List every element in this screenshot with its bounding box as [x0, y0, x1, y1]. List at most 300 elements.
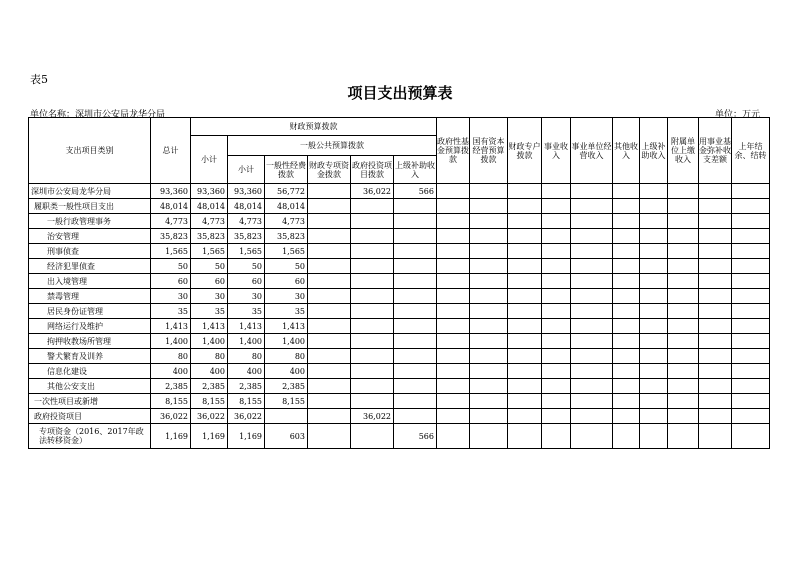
table-row: [29, 334, 770, 349]
cell-empty: [640, 334, 668, 349]
cell-empty: [699, 244, 732, 259]
cell-empty: [470, 304, 508, 319]
cell-empty: [699, 424, 732, 449]
table-row: [29, 304, 770, 319]
cell-empty: [437, 319, 470, 334]
cell-empty: [437, 259, 470, 274]
page-title: 项目支出预算表: [347, 84, 453, 102]
row-category: 居民身份证管理: [29, 304, 151, 319]
table-row: [29, 424, 770, 449]
cell-empty: [571, 424, 613, 449]
row-category: 拘押收教场所管理: [29, 334, 151, 349]
cell-empty: [508, 199, 542, 214]
cell-empty: [470, 259, 508, 274]
cell-general-funds: 30: [265, 289, 308, 304]
row-category: 网络运行及维护: [29, 319, 151, 334]
cell-empty: [571, 394, 613, 409]
cell-special-funds: [308, 379, 351, 394]
row-category: 治安管理: [29, 229, 151, 244]
cell-total: 1,413: [151, 319, 191, 334]
cell-gen-subtotal: 80: [228, 349, 265, 364]
cell-empty: [571, 274, 613, 289]
cell-empty: [732, 319, 770, 334]
cell-empty: [732, 229, 770, 244]
cell-empty: [542, 289, 571, 304]
cell-total: 50: [151, 259, 191, 274]
cell-upper-subsidy: [394, 199, 437, 214]
cell-upper-subsidy: [394, 364, 437, 379]
cell-empty: [613, 244, 640, 259]
cell-total: 30: [151, 289, 191, 304]
cell-empty: [571, 244, 613, 259]
cell-gen-subtotal: 1,565: [228, 244, 265, 259]
cell-empty: [732, 304, 770, 319]
table-row: [29, 394, 770, 409]
cell-gov-invest: [351, 319, 394, 334]
cell-empty: [699, 304, 732, 319]
cell-upper-subsidy: [394, 274, 437, 289]
header-carryover: 上年结余、结转: [732, 118, 770, 184]
cell-subtotal: 8,155: [191, 394, 228, 409]
cell-upper-subsidy: [394, 304, 437, 319]
row-category: 刑事侦查: [29, 244, 151, 259]
cell-general-funds: 48,014: [265, 199, 308, 214]
cell-upper-subsidy: [394, 394, 437, 409]
cell-general-funds: 400: [265, 364, 308, 379]
header-gen-subtotal: 小计: [228, 156, 265, 184]
cell-empty: [508, 394, 542, 409]
cell-empty: [640, 349, 668, 364]
cell-empty: [613, 424, 640, 449]
cell-total: 1,565: [151, 244, 191, 259]
cell-empty: [668, 334, 699, 349]
cell-empty: [699, 334, 732, 349]
cell-empty: [542, 394, 571, 409]
cell-gov-invest: [351, 244, 394, 259]
cell-empty: [613, 349, 640, 364]
cell-empty: [542, 229, 571, 244]
table-number-label: 表5: [30, 73, 48, 86]
cell-special-funds: [308, 259, 351, 274]
cell-subtotal: 2,385: [191, 379, 228, 394]
cell-total: 4,773: [151, 214, 191, 229]
cell-empty: [542, 304, 571, 319]
cell-subtotal: 1,169: [191, 424, 228, 449]
cell-empty: [542, 409, 571, 424]
cell-gov-invest: [351, 229, 394, 244]
cell-empty: [732, 364, 770, 379]
header-upper-subsidy: 上级补助收入: [394, 156, 437, 184]
cell-empty: [699, 394, 732, 409]
cell-empty: [437, 409, 470, 424]
cell-empty: [668, 364, 699, 379]
cell-gen-subtotal: 1,169: [228, 424, 265, 449]
cell-empty: [732, 214, 770, 229]
cell-subtotal: 35: [191, 304, 228, 319]
cell-gov-invest: 36,022: [351, 184, 394, 199]
cell-empty: [437, 184, 470, 199]
cell-gen-subtotal: 35: [228, 304, 265, 319]
cell-empty: [542, 244, 571, 259]
cell-total: 80: [151, 349, 191, 364]
cell-general-funds: 603: [265, 424, 308, 449]
cell-gen-subtotal: 48,014: [228, 199, 265, 214]
cell-empty: [508, 424, 542, 449]
cell-upper-subsidy: [394, 334, 437, 349]
cell-empty: [542, 214, 571, 229]
table-row: [29, 259, 770, 274]
cell-empty: [640, 364, 668, 379]
cell-general-funds: 35: [265, 304, 308, 319]
cell-empty: [437, 274, 470, 289]
cell-upper-subsidy: [394, 349, 437, 364]
unit-measure: 单位：万元: [714, 110, 760, 120]
cell-empty: [470, 199, 508, 214]
unit-name: 单位名称：深圳市公安局龙华分局: [30, 110, 166, 120]
cell-subtotal: 400: [191, 364, 228, 379]
cell-special-funds: [308, 394, 351, 409]
cell-empty: [470, 424, 508, 449]
cell-empty: [699, 319, 732, 334]
cell-special-funds: [308, 289, 351, 304]
cell-subtotal: 4,773: [191, 214, 228, 229]
cell-gen-subtotal: 35,823: [228, 229, 265, 244]
cell-empty: [699, 364, 732, 379]
cell-empty: [699, 379, 732, 394]
header-upper-grant: 上级补助收入: [640, 118, 668, 184]
cell-empty: [699, 229, 732, 244]
cell-empty: [571, 229, 613, 244]
cell-total: 48,014: [151, 199, 191, 214]
cell-subtotal: 48,014: [191, 199, 228, 214]
cell-empty: [571, 259, 613, 274]
cell-empty: [699, 199, 732, 214]
cell-empty: [640, 184, 668, 199]
cell-total: 35: [151, 304, 191, 319]
cell-empty: [613, 319, 640, 334]
cell-empty: [508, 364, 542, 379]
cell-gen-subtotal: 30: [228, 289, 265, 304]
cell-empty: [542, 364, 571, 379]
cell-empty: [508, 184, 542, 199]
cell-empty: [640, 409, 668, 424]
cell-empty: [699, 259, 732, 274]
cell-empty: [571, 379, 613, 394]
table-row: [29, 409, 770, 424]
cell-empty: [613, 379, 640, 394]
cell-empty: [613, 334, 640, 349]
cell-empty: [668, 259, 699, 274]
table-row: [29, 184, 770, 199]
cell-empty: [437, 379, 470, 394]
header-total: 总计: [151, 118, 191, 184]
cell-empty: [470, 349, 508, 364]
cell-empty: [668, 409, 699, 424]
row-category: 政府投资项目: [29, 409, 151, 424]
cell-special-funds: [308, 199, 351, 214]
cell-gen-subtotal: 93,360: [228, 184, 265, 199]
row-category: 禁毒管理: [29, 289, 151, 304]
row-category: 履职类一般性项目支出: [29, 199, 151, 214]
cell-empty: [437, 289, 470, 304]
cell-general-funds: 56,772: [265, 184, 308, 199]
cell-empty: [571, 184, 613, 199]
cell-subtotal: 35,823: [191, 229, 228, 244]
cell-general-funds: 2,385: [265, 379, 308, 394]
cell-total: 1,400: [151, 334, 191, 349]
cell-empty: [732, 259, 770, 274]
cell-empty: [470, 289, 508, 304]
cell-empty: [668, 424, 699, 449]
table-row: [29, 214, 770, 229]
cell-empty: [668, 214, 699, 229]
cell-empty: [508, 304, 542, 319]
cell-total: 1,169: [151, 424, 191, 449]
cell-empty: [668, 319, 699, 334]
cell-empty: [508, 244, 542, 259]
cell-subtotal: 30: [191, 289, 228, 304]
row-category: 其他公安支出: [29, 379, 151, 394]
cell-upper-subsidy: [394, 319, 437, 334]
cell-empty: [508, 334, 542, 349]
row-category: 经济犯罪侦查: [29, 259, 151, 274]
cell-empty: [640, 274, 668, 289]
cell-gov-invest: [351, 259, 394, 274]
cell-empty: [437, 364, 470, 379]
cell-gen-subtotal: 50: [228, 259, 265, 274]
cell-empty: [542, 319, 571, 334]
header-state-capital: 国有资本经营预算拨款: [470, 118, 508, 184]
cell-subtotal: 1,400: [191, 334, 228, 349]
cell-empty: [668, 229, 699, 244]
cell-empty: [640, 379, 668, 394]
header-gov-invest: 政府投资项目拨款: [351, 156, 394, 184]
cell-special-funds: [308, 424, 351, 449]
cell-general-funds: 50: [265, 259, 308, 274]
cell-empty: [571, 304, 613, 319]
cell-empty: [640, 214, 668, 229]
cell-empty: [699, 184, 732, 199]
cell-gov-invest: [351, 424, 394, 449]
table-row: [29, 349, 770, 364]
table-row: [29, 244, 770, 259]
cell-gov-invest: [351, 304, 394, 319]
cell-empty: [470, 184, 508, 199]
cell-empty: [470, 394, 508, 409]
cell-total: 93,360: [151, 184, 191, 199]
cell-gov-invest: [351, 334, 394, 349]
header-career-income: 事业收入: [542, 118, 571, 184]
cell-empty: [699, 409, 732, 424]
cell-empty: [508, 409, 542, 424]
cell-empty: [668, 184, 699, 199]
cell-gen-subtotal: 400: [228, 364, 265, 379]
cell-empty: [613, 184, 640, 199]
cell-gov-invest: [351, 274, 394, 289]
cell-empty: [732, 334, 770, 349]
cell-empty: [640, 304, 668, 319]
cell-empty: [470, 274, 508, 289]
cell-empty: [470, 214, 508, 229]
cell-empty: [508, 229, 542, 244]
cell-total: 35,823: [151, 229, 191, 244]
cell-empty: [470, 379, 508, 394]
cell-general-funds: [265, 409, 308, 424]
header-general-group: 一般公共预算拨款: [228, 136, 437, 156]
cell-special-funds: [308, 244, 351, 259]
row-category: 一次性项目或新增: [29, 394, 151, 409]
cell-subtotal: 1,413: [191, 319, 228, 334]
cell-empty: [668, 304, 699, 319]
cell-empty: [542, 349, 571, 364]
cell-empty: [571, 364, 613, 379]
cell-empty: [437, 199, 470, 214]
cell-general-funds: 80: [265, 349, 308, 364]
cell-subtotal: 60: [191, 274, 228, 289]
cell-empty: [668, 349, 699, 364]
cell-empty: [470, 334, 508, 349]
cell-empty: [699, 214, 732, 229]
cell-empty: [640, 259, 668, 274]
cell-empty: [571, 334, 613, 349]
header-gov-fund: 政府性基金预算拨款: [437, 118, 470, 184]
cell-empty: [732, 289, 770, 304]
cell-general-funds: 4,773: [265, 214, 308, 229]
cell-empty: [613, 199, 640, 214]
cell-empty: [508, 319, 542, 334]
cell-empty: [732, 409, 770, 424]
cell-upper-subsidy: [394, 409, 437, 424]
cell-gen-subtotal: 2,385: [228, 379, 265, 394]
cell-empty: [640, 244, 668, 259]
cell-gen-subtotal: 1,413: [228, 319, 265, 334]
table-row: [29, 364, 770, 379]
cell-special-funds: [308, 409, 351, 424]
cell-empty: [470, 244, 508, 259]
cell-empty: [542, 199, 571, 214]
header-affiliate: 附属单位上缴收入: [668, 118, 699, 184]
header-other-income: 其他收入: [613, 118, 640, 184]
cell-subtotal: 93,360: [191, 184, 228, 199]
cell-gov-invest: [351, 199, 394, 214]
cell-subtotal: 80: [191, 349, 228, 364]
row-category: 出入境管理: [29, 274, 151, 289]
cell-general-funds: 8,155: [265, 394, 308, 409]
cell-empty: [732, 244, 770, 259]
cell-empty: [613, 289, 640, 304]
cell-special-funds: [308, 214, 351, 229]
cell-empty: [699, 349, 732, 364]
cell-upper-subsidy: [394, 229, 437, 244]
cell-gen-subtotal: 36,022: [228, 409, 265, 424]
table-row: [29, 199, 770, 214]
cell-empty: [542, 379, 571, 394]
cell-special-funds: [308, 229, 351, 244]
cell-special-funds: [308, 304, 351, 319]
cell-gen-subtotal: 4,773: [228, 214, 265, 229]
cell-empty: [437, 424, 470, 449]
cell-empty: [732, 349, 770, 364]
cell-total: 400: [151, 364, 191, 379]
cell-empty: [437, 229, 470, 244]
table-body: [29, 184, 770, 449]
cell-total: 2,385: [151, 379, 191, 394]
table-row: [29, 229, 770, 244]
cell-empty: [508, 379, 542, 394]
cell-empty: [437, 334, 470, 349]
cell-empty: [640, 289, 668, 304]
cell-total: 60: [151, 274, 191, 289]
cell-gov-invest: [351, 289, 394, 304]
cell-empty: [668, 199, 699, 214]
cell-empty: [470, 229, 508, 244]
cell-empty: [640, 394, 668, 409]
cell-empty: [732, 424, 770, 449]
cell-general-funds: 35,823: [265, 229, 308, 244]
cell-empty: [668, 394, 699, 409]
cell-empty: [699, 289, 732, 304]
cell-subtotal: 36,022: [191, 409, 228, 424]
budget-table: [28, 117, 770, 449]
row-category: 专项资金（2016、2017年政法转移资金）: [29, 424, 151, 449]
cell-empty: [613, 364, 640, 379]
cell-empty: [470, 409, 508, 424]
header-category: 支出项目类别: [29, 118, 151, 184]
cell-empty: [571, 289, 613, 304]
cell-empty: [470, 364, 508, 379]
cell-empty: [613, 259, 640, 274]
cell-gov-invest: [351, 214, 394, 229]
cell-general-funds: 1,400: [265, 334, 308, 349]
cell-gov-invest: 36,022: [351, 409, 394, 424]
cell-empty: [571, 199, 613, 214]
cell-empty: [732, 274, 770, 289]
row-category: 信息化建设: [29, 364, 151, 379]
cell-empty: [437, 214, 470, 229]
cell-empty: [613, 229, 640, 244]
cell-empty: [640, 319, 668, 334]
row-category: 警犬繁育及训养: [29, 349, 151, 364]
header-subtotal: 小计: [191, 136, 228, 184]
cell-subtotal: 50: [191, 259, 228, 274]
cell-empty: [613, 409, 640, 424]
cell-empty: [508, 349, 542, 364]
header-special-funds: 财政专项资金拨款: [308, 156, 351, 184]
cell-empty: [571, 214, 613, 229]
cell-upper-subsidy: [394, 379, 437, 394]
cell-general-funds: 1,565: [265, 244, 308, 259]
cell-empty: [699, 274, 732, 289]
cell-gen-subtotal: 8,155: [228, 394, 265, 409]
cell-special-funds: [308, 349, 351, 364]
table-row: [29, 379, 770, 394]
cell-upper-subsidy: [394, 244, 437, 259]
cell-upper-subsidy: [394, 289, 437, 304]
cell-upper-subsidy: [394, 214, 437, 229]
cell-empty: [613, 394, 640, 409]
header-general-funds: 一般性经费拨款: [265, 156, 308, 184]
header-finance-group: 财政预算拨款: [191, 118, 437, 136]
cell-special-funds: [308, 274, 351, 289]
cell-subtotal: 1,565: [191, 244, 228, 259]
cell-empty: [542, 184, 571, 199]
cell-special-funds: [308, 319, 351, 334]
cell-gov-invest: [351, 394, 394, 409]
cell-empty: [437, 394, 470, 409]
cell-upper-subsidy: 566: [394, 184, 437, 199]
cell-gen-subtotal: 1,400: [228, 334, 265, 349]
cell-empty: [437, 244, 470, 259]
